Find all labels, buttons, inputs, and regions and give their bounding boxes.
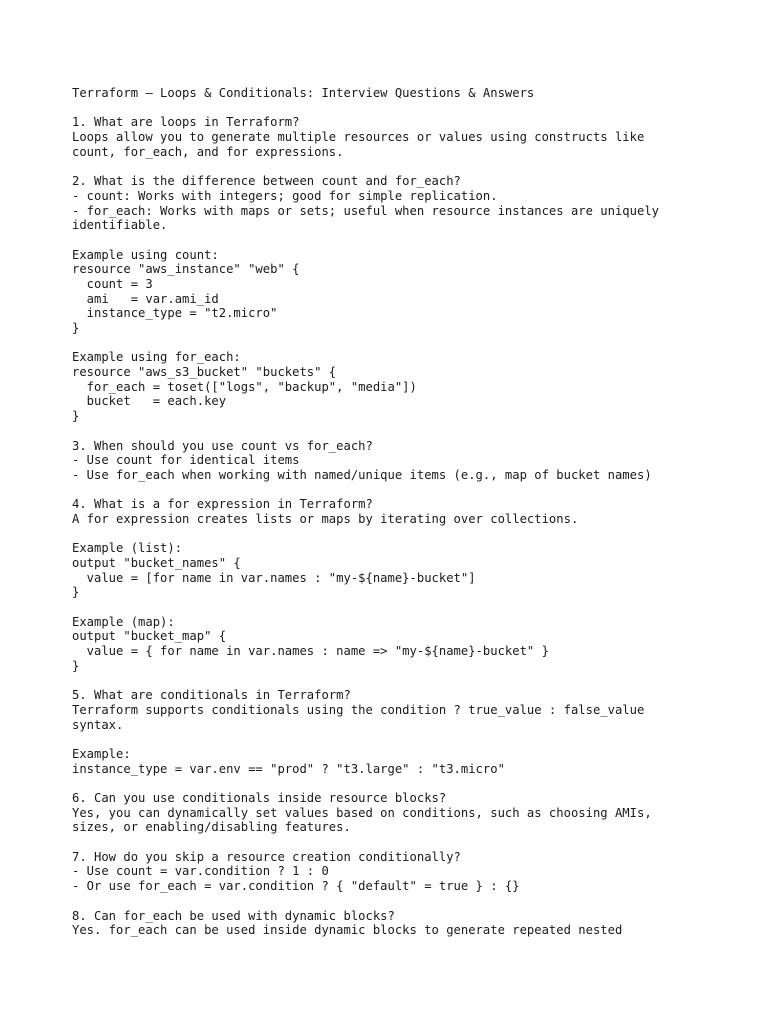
text-line: resource "aws_instance" "web" {: [72, 262, 300, 277]
text-line: 3. When should you use count vs for_each?: [72, 438, 373, 453]
text-line: output "bucket_map" {: [72, 629, 227, 644]
text-line: }: [72, 321, 80, 335]
text-line: resource "aws_s3_bucket" "buckets" {: [72, 365, 337, 380]
text-line: identifiable.: [72, 218, 168, 233]
text-line: }: [72, 658, 80, 673]
text-line: count, for_each, and for expressions.: [72, 144, 344, 159]
text-line: Yes. for_each can be used inside dynamic blocks to generate repeated nested: [72, 923, 623, 938]
blank-line: [72, 776, 752, 791]
text-line: syntax.: [72, 717, 124, 732]
text-line: 6. Can you use conditionals inside resource blocks?: [72, 791, 447, 805]
text-line: Terraform supports conditionals using the condition ? true_value : false_value: [72, 702, 645, 717]
text-line: bucket = each.key: [72, 394, 227, 409]
text-line: 5. What are conditionals in Terraform?: [72, 688, 351, 703]
text-line: ami = var.ami_id: [72, 291, 219, 306]
document-title: Terraform – Loops & Conditionals: Interview Questions & Answers: [72, 86, 535, 100]
text-line: Yes, you can dynamically set values based on conditions, such as choosing AMIs,: [72, 805, 652, 820]
text-line: value = { for name in var.names : name => "my-${name}-bucket" }: [72, 644, 549, 659]
text-line: sizes, or enabling/disabling features.: [72, 820, 351, 835]
text-line: Example (map):: [72, 614, 175, 629]
text-line: - Use count for identical items: [72, 453, 300, 468]
text-line: 1. What are loops in Terraform?: [72, 115, 300, 130]
document-body: [72, 101, 752, 938]
blank-line: [72, 835, 752, 850]
text-line: instance_type = "t2.micro": [72, 306, 278, 321]
text-line: instance_type = var.env == "prod" ? "t3.large" : "t3.micro": [72, 761, 505, 776]
text-line: - for_each: Works with maps or sets; useful when resource instances are uniquely: [72, 203, 659, 218]
blank-line: [72, 600, 752, 615]
blank-line: [72, 233, 752, 248]
blank-line: [72, 527, 752, 542]
blank-line: [72, 732, 752, 747]
text-line: Loops allow you to generate multiple resources or values using constructs like: [72, 130, 645, 145]
text-line: 4. What is a for expression in Terraform?: [72, 497, 373, 512]
document-page: [72, 86, 752, 938]
text-line: value = [for name in var.names : "my-${name}-bucket"]: [72, 570, 476, 585]
blank-line: [72, 336, 752, 351]
text-line: output "bucket_names" {: [72, 556, 241, 570]
text-line: Example using count:: [72, 247, 219, 262]
text-line: 7. How do you skip a resource creation conditionally?: [72, 849, 461, 864]
text-line: - Use for_each when working with named/unique items (e.g., map of bucket names): [72, 467, 652, 482]
blank-line: [72, 483, 752, 498]
blank-line: [72, 101, 752, 116]
text-line: - count: Works with integers; good for simple replication.: [72, 188, 498, 203]
text-line: Example:: [72, 746, 131, 761]
blank-line: [72, 159, 752, 174]
text-line: A for expression creates lists or maps by iterating over collections.: [72, 511, 579, 526]
text-line: - Use count = var.condition ? 1 : 0: [72, 864, 329, 879]
text-line: 2. What is the difference between count and for_each?: [72, 174, 461, 189]
text-line: Example using for_each:: [72, 350, 241, 365]
text-line: Example (list):: [72, 541, 183, 556]
text-line: }: [72, 409, 80, 424]
text-line: - Or use for_each = var.condition ? { "default" = true } : {}: [72, 879, 520, 894]
blank-line: [72, 894, 752, 909]
text-line: count = 3: [72, 276, 153, 291]
text-line: }: [72, 585, 80, 600]
text-line: for_each = toset(["logs", "backup", "media"]): [72, 379, 417, 394]
blank-line: [72, 424, 752, 439]
blank-line: [72, 674, 752, 689]
text-line: 8. Can for_each be used with dynamic blocks?: [72, 908, 395, 923]
